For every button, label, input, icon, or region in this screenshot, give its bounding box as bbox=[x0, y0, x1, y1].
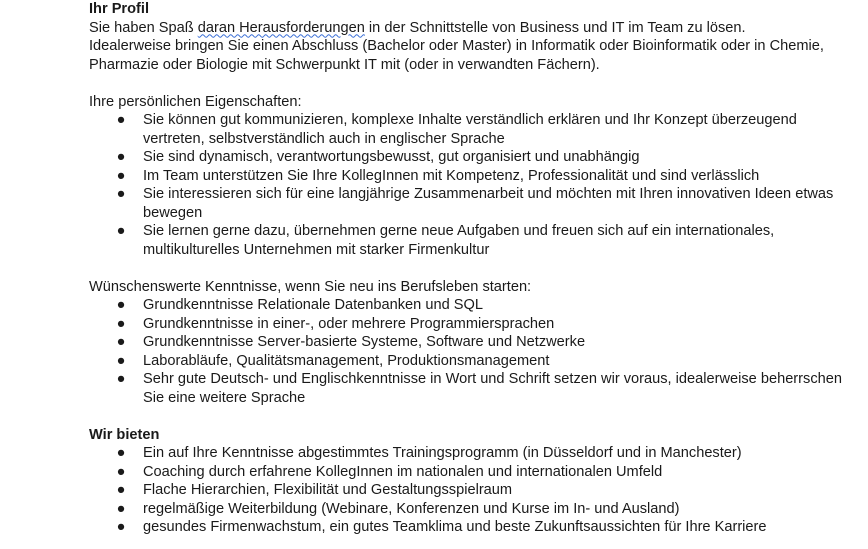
blank-line bbox=[89, 407, 849, 426]
traits-list bbox=[89, 111, 849, 259]
bullet-icon: ● bbox=[116, 223, 126, 239]
offer-heading: Wir bieten bbox=[89, 426, 160, 443]
list-item: ● Grundkenntnisse Relationale Datenbanken und SQL bbox=[116, 297, 483, 313]
bullet-icon: ● bbox=[116, 482, 126, 498]
list-item: ● Coaching durch erfahrene KollegInnen im nationalen und internationalen Umfeld bbox=[116, 463, 663, 480]
profile-heading: Ihr Profil bbox=[89, 1, 149, 17]
bullet-icon: ● bbox=[116, 371, 126, 387]
profile-intro bbox=[89, 19, 849, 75]
blank-line bbox=[89, 74, 849, 93]
bullet-icon: ● bbox=[116, 149, 126, 165]
bullet-icon: ● bbox=[116, 445, 126, 461]
blank-line bbox=[89, 259, 849, 278]
bullet-icon: ● bbox=[116, 167, 126, 184]
list-item: ● gesundes Firmenwachstum, ein gutes Teamklima und beste Zukunftsaussichten für Ihre Karriere bbox=[116, 519, 767, 535]
bullet-icon: ● bbox=[116, 297, 126, 313]
list-item: ● Sie können gut kommunizieren, komplexe Inhalte verständlich erklären und Ihr Konzept überzeugend vertreten, selbstverständlich auch in englischer Sprache bbox=[116, 112, 797, 147]
bullet-icon: ● bbox=[116, 500, 126, 517]
traits-title: Ihre persönlichen Eigenschaften: bbox=[89, 93, 302, 110]
list-item: ● Flache Hierarchien, Flexibilität und Gestaltungsspielraum bbox=[116, 482, 513, 498]
profile-intro-text-rest: Idealerweise bringen Sie einen Abschluss (Bachelor oder Master) in Informatik oder Bioinformatik oder in Chemie, Pharmazie oder Biologie mit Schwerpunkt IT mit (oder in verwandten Fächern). bbox=[89, 38, 824, 73]
offer-list bbox=[89, 444, 849, 537]
bullet-icon: ● bbox=[116, 463, 126, 480]
bullet-icon: ● bbox=[116, 519, 126, 535]
skills-title: Wünschenswerte Kenntnisse, wenn Sie neu ins Berufsleben starten: bbox=[89, 278, 532, 295]
list-item: ● Ein auf Ihre Kenntnisse abgestimmtes Trainingsprogramm (in Düsseldorf und in Manchester) bbox=[116, 445, 742, 461]
list-item: ● Sie lernen gerne dazu, übernehmen gerne neue Aufgaben und freuen sich auf ein internationales, multikulturelles Unternehmen mit starker Firmenkultur bbox=[116, 223, 775, 258]
document-body bbox=[89, 0, 849, 537]
bullet-icon: ● bbox=[116, 352, 126, 369]
list-item: ● Im Team unterstützen Sie Ihre KollegInnen mit Kompetenz, Professionalität und sind verlässlich bbox=[116, 167, 760, 184]
list-item: ● Laborabläufe, Qualitätsmanagement, Produktionsmanagement bbox=[116, 352, 550, 369]
bullet-icon: ● bbox=[116, 334, 126, 350]
list-item: ● Grundkenntnisse Server-basierte Systeme, Software und Netzwerke bbox=[116, 334, 586, 350]
skills-list bbox=[89, 296, 849, 407]
profile-intro-text-b: in der Schnittstelle von Business und IT im Team zu lösen. bbox=[364, 19, 746, 36]
bullet-icon: ● bbox=[116, 112, 126, 128]
profile-intro-text-a: Sie haben Spaß bbox=[89, 19, 198, 36]
list-item: ● Sie sind dynamisch, verantwortungsbewusst, gut organisiert und unabhängig bbox=[116, 149, 640, 165]
bullet-icon: ● bbox=[116, 315, 126, 332]
list-item: ● regelmäßige Weiterbildung (Webinare, Konferenzen und Kurse im In- und Ausland) bbox=[116, 500, 680, 517]
list-item: ● Grundkenntnisse in einer-, oder mehrere Programmiersprachen bbox=[116, 315, 555, 332]
bullet-icon: ● bbox=[116, 186, 126, 202]
list-item: ● Sehr gute Deutsch- und Englischkenntnisse in Wort und Schrift setzen wir voraus, idealerweise beherrschen Sie eine weitere Sprache bbox=[116, 371, 842, 406]
spellcheck-flagged-text[interactable]: daran Herausforderungen bbox=[197, 19, 365, 36]
list-item: ● Sie interessieren sich für eine langjährige Zusammenarbeit und möchten mit Ihren innovativen Ideen etwas bewegen bbox=[116, 186, 834, 221]
